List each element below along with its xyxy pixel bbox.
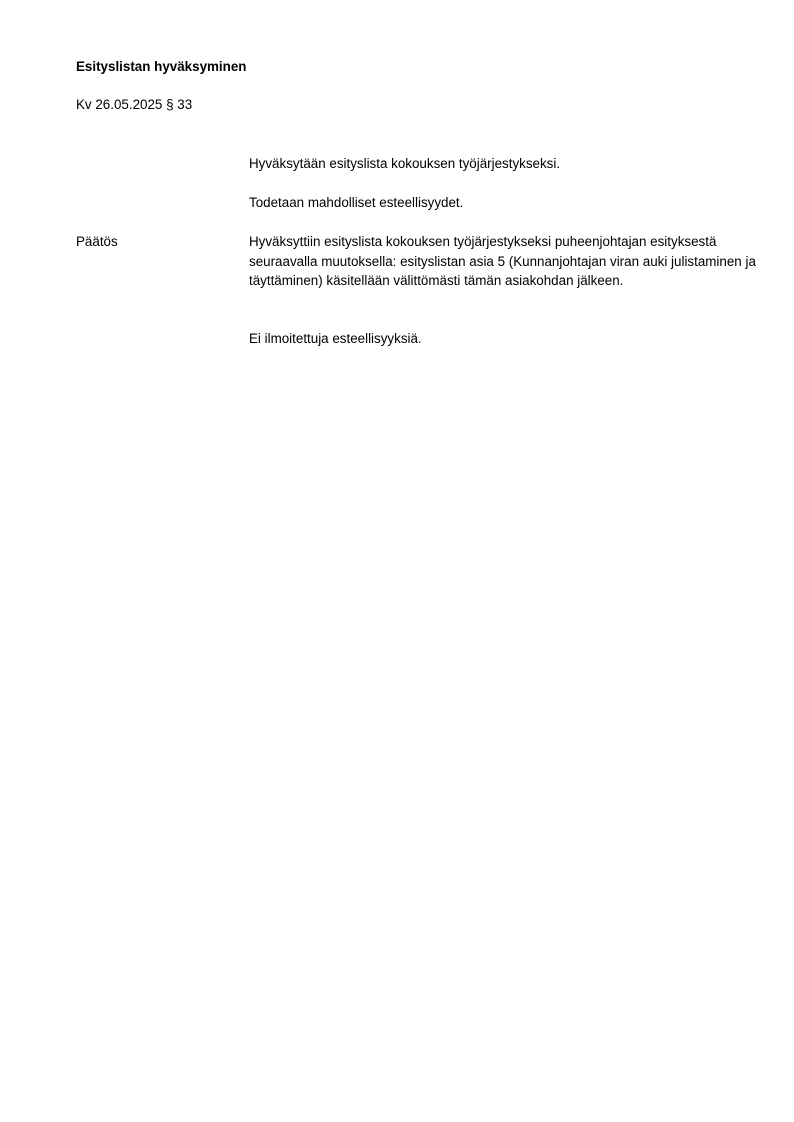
decision-paragraph: Hyväksyttiin esityslista kokouksen työjärjestykseksi puheenjohtajan esityksestä seuraavalla muutoksella: esityslistan asia 5 (Kunnanjohtajan viran auki julistaminen ja täyttäminen) käsitellään välittömästi tämän asiakohdan jälkeen. [249, 234, 756, 288]
decision-label: Päätös [76, 234, 118, 249]
meeting-reference: Kv 26.05.2025 § 33 [76, 97, 193, 112]
proposal-paragraph: Todetaan mahdolliset esteellisyydet. [249, 195, 464, 210]
proposal-paragraph: Hyväksytään esityslista kokouksen työjärjestykseksi. [249, 156, 561, 171]
decision-paragraph: Ei ilmoitettuja esteellisyyksiä. [249, 331, 422, 346]
document-title: Esityslistan hyväksyminen [76, 59, 247, 74]
